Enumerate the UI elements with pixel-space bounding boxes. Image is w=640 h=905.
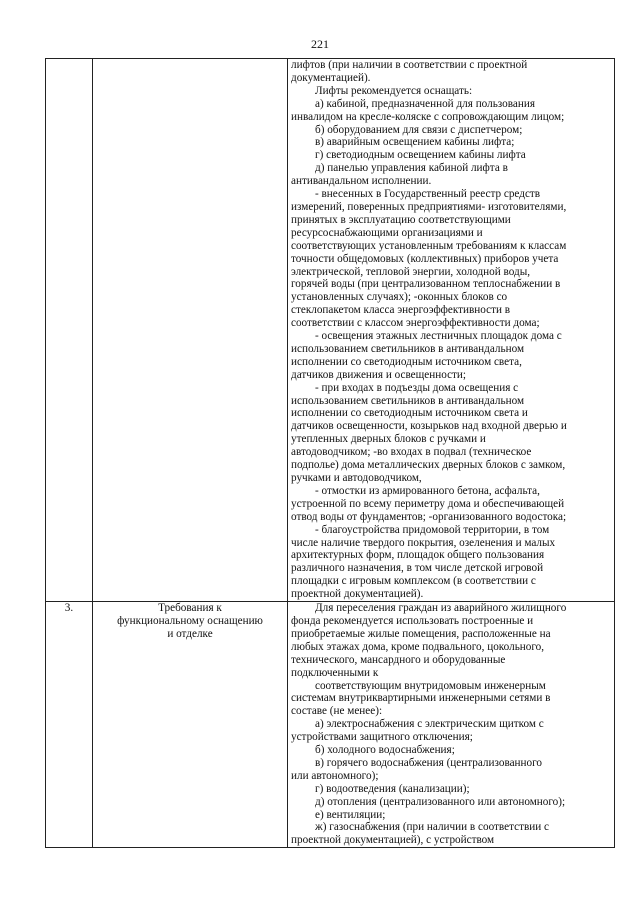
requirement-text-cell <box>288 602 615 848</box>
text-line: ручками и автодоводчиком, <box>291 472 422 484</box>
text-line: исполнении со светодиодным источником света, <box>291 355 522 368</box>
requirement-title-cell <box>93 602 288 848</box>
text-line: б) оборудованием для связи с диспетчером; <box>315 123 523 136</box>
text-line: или автономного); <box>291 769 379 782</box>
text-line: документацией). <box>291 71 371 84</box>
text-line: г) светодиодным освещением кабины лифта <box>315 149 526 162</box>
text-line: системам внутриквартирными инженерными сетями в <box>291 692 551 705</box>
text-line: в) аварийным освещением кабины лифта; <box>315 136 515 149</box>
text-line: проектной документацией), с устройством <box>291 834 495 847</box>
requirement-title-line: Требования к <box>158 602 222 615</box>
text-line: использованием светильников в антивандальном <box>291 342 525 355</box>
row-number: 3. <box>64 602 74 615</box>
page-number: 221 <box>311 37 329 51</box>
text-line: - благоустройства придомовой территории, в том <box>315 523 550 536</box>
text-line: автодоводчиком; -во входах в подвал (техническое <box>291 446 532 459</box>
text-line: отвод воды от фундаментов; -организованного водостока; <box>291 510 567 523</box>
text-line: устройствами защитного отключения; <box>291 731 473 744</box>
requirements-table <box>45 58 615 848</box>
text-line: установленных случаях); -оконных блоков со <box>291 291 508 304</box>
text-line: д) панелью управления кабиной лифта в <box>315 162 508 175</box>
text-line: лифтов (при наличии в соответствии с проектной <box>291 59 528 71</box>
text-line: подключенными к <box>291 666 379 679</box>
text-line: стеклопакетом класса энергоэффективности в <box>291 304 511 317</box>
text-line: площадки с игровым комплексом (в соответствии с <box>291 575 536 588</box>
text-line: е) вентиляции; <box>315 808 386 821</box>
text-line: фонда рекомендуется использовать построенные и <box>291 614 534 627</box>
text-line: приобретаемые жилые помещения, расположенные на <box>291 627 551 640</box>
text-line: а) кабиной, предназначенной для пользования <box>315 97 535 110</box>
text-line: различного назначения, в том числе детской игровой <box>291 562 544 575</box>
text-line: соответствии с классом энергоэффективности дома; <box>291 317 540 330</box>
text-line: д) отопления (централизованного или автономного); <box>315 795 566 808</box>
text-line: составе (не менее): <box>291 705 383 718</box>
text-line: подполье) дома металлических дверных блоков с замком, <box>291 459 566 472</box>
text-line: соответствующим внутридомовым инженерным <box>315 679 546 692</box>
text-line: датчиков движения и освещенности; <box>291 368 467 381</box>
text-line: технического, мансардного и оборудованные <box>291 653 506 666</box>
text-line: - освещения этажных лестничных площадок дома с <box>315 330 562 343</box>
text-line: исполнении со светодиодным источником света и <box>291 407 528 420</box>
text-line: б) холодного водоснабжения; <box>315 744 455 757</box>
text-line: ресурсоснабжающими организациями и <box>291 226 483 239</box>
text-line: горячей воды (при централизованном теплоснабжении в <box>291 278 561 291</box>
text-line: датчиков освещенности, козырьков над входной дверью и <box>291 420 567 433</box>
table-row <box>46 59 615 602</box>
table-row <box>46 602 615 848</box>
text-line: - отмостки из армированного бетона, асфальта, <box>315 484 540 497</box>
text-line: числе наличие твердого покрытия, озеленения и малых <box>291 536 556 549</box>
text-line: измерений, поверенных предприятиями- изготовителями, <box>291 200 567 213</box>
requirement-text-cell <box>288 59 615 602</box>
text-line: антивандальном исполнении. <box>291 175 432 188</box>
text-line: инвалидом на кресле-коляске с сопровождающим лицом; <box>291 110 565 123</box>
requirement-title-line: функциональному оснащению <box>117 614 263 627</box>
text-line: в) горячего водоснабжения (централизованного <box>315 756 543 769</box>
requirement-title-cell <box>93 59 288 602</box>
text-line: соответствующих установленным требованиям к классам <box>291 239 567 252</box>
requirement-title-line: и отделке <box>167 627 213 640</box>
text-line: ж) газоснабжения (при наличии в соответствии с <box>315 821 549 834</box>
text-line: - при входах в подъезды дома освещения с <box>315 381 519 394</box>
text-line: а) электроснабжения с электрическим щитком с <box>315 718 544 731</box>
text-line: проектной документацией). <box>291 588 424 601</box>
text-line: архитектурных форм, площадок общего пользования <box>291 549 545 562</box>
text-line: Для переселения граждан из аварийного жилищного <box>315 602 567 615</box>
text-line: Лифты рекомендуется оснащать: <box>315 84 473 97</box>
text-line: принятых в эксплуатацию соответствующими <box>291 213 511 226</box>
text-line: точности общедомовых (коллективных) приборов учета <box>291 252 559 265</box>
row-number-cell <box>46 59 93 602</box>
text-line: утепленных дверных блоков с ручками и <box>291 433 486 446</box>
text-line: г) водоотведения (канализации); <box>315 782 470 795</box>
text-line: электрической, тепловой энергии, холодной воды, <box>291 265 531 278</box>
text-line: - внесенных в Государственный реестр средств <box>315 188 541 201</box>
text-line: устроенной по всему периметру дома и обеспечивающей <box>291 497 565 510</box>
text-line: любых этажах дома, кроме подвального, цокольного, <box>291 640 545 653</box>
table-body <box>46 59 615 848</box>
row-number-cell <box>46 602 93 848</box>
text-line: использованием светильников в антивандальном <box>291 394 525 407</box>
